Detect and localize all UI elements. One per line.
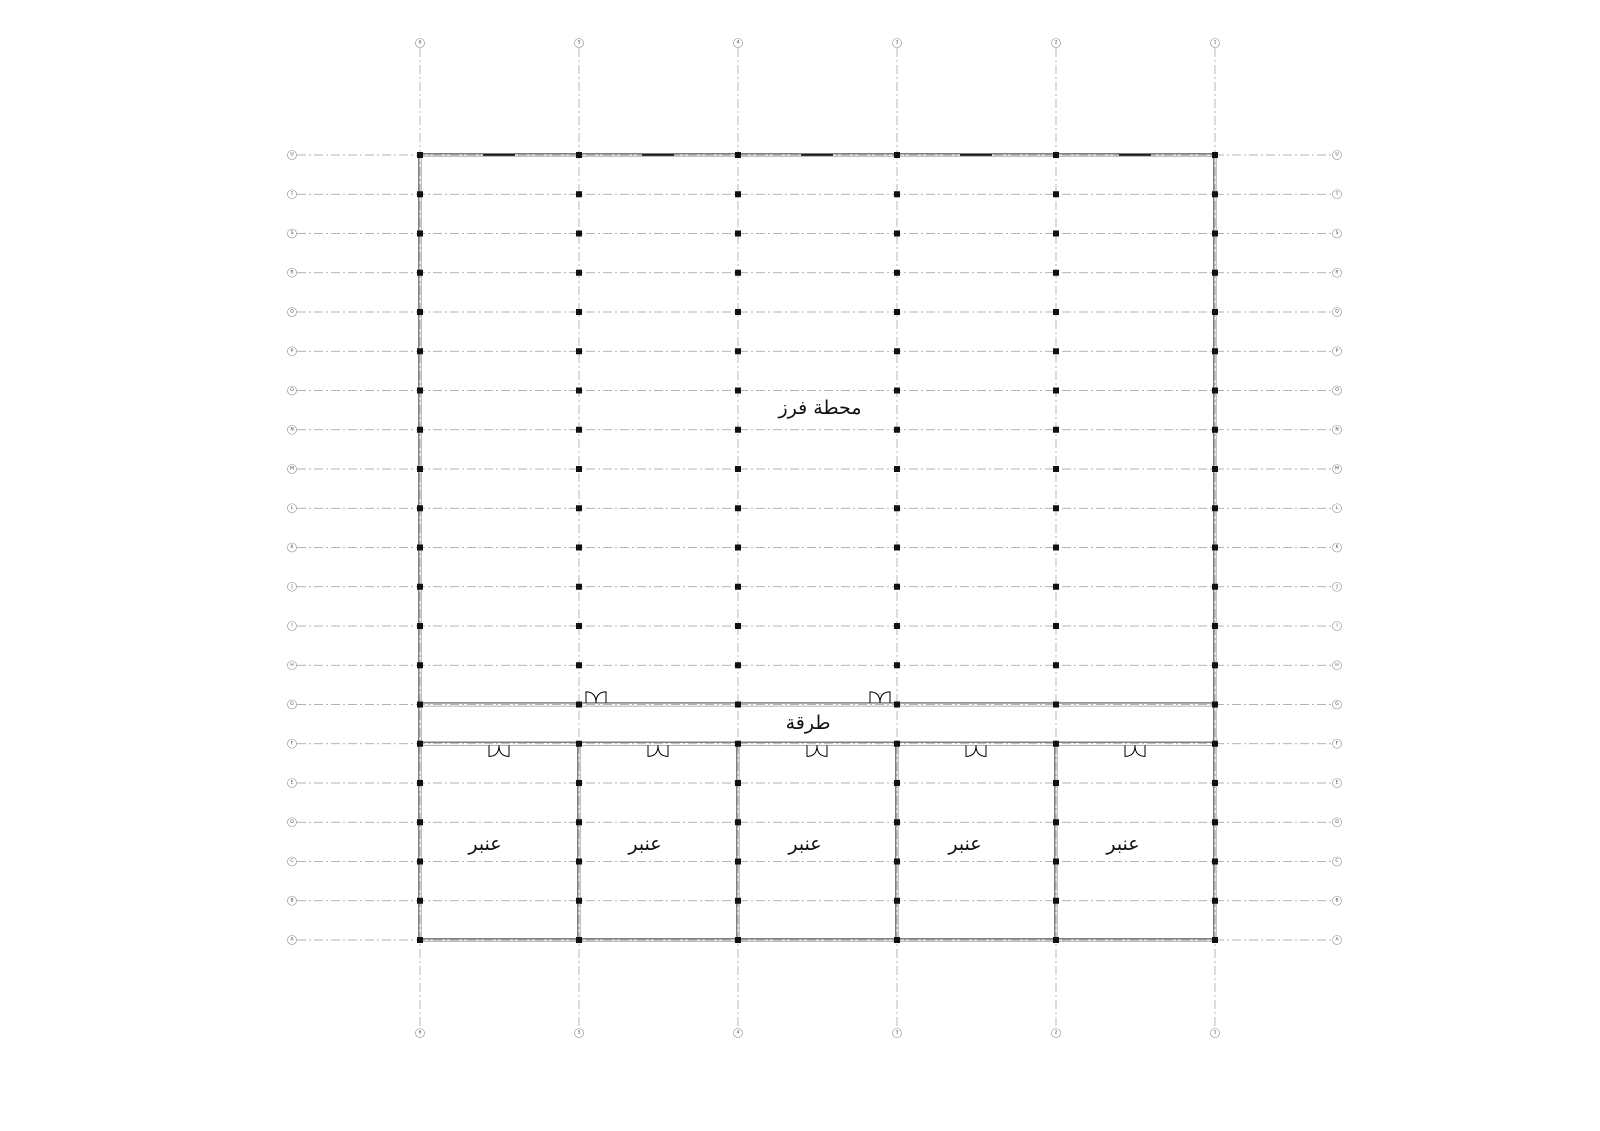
structural-column xyxy=(1053,584,1059,590)
grid-bubble-label: O xyxy=(1335,388,1339,393)
grid-bubble-label: U xyxy=(290,152,294,158)
structural-column xyxy=(735,348,741,354)
structural-column xyxy=(1053,623,1059,629)
structural-column xyxy=(735,662,741,668)
structural-column xyxy=(1212,152,1218,158)
structural-column xyxy=(1053,937,1059,943)
structural-column xyxy=(576,819,582,825)
structural-column xyxy=(735,623,741,629)
room-label-storage-4: عنبر xyxy=(948,833,982,855)
structural-column xyxy=(894,702,900,708)
room-label-storage-3: عنبر xyxy=(788,833,822,855)
structural-column xyxy=(1053,152,1059,158)
grid-bubble-label: S xyxy=(290,231,294,236)
grid-bubble-label: 6 xyxy=(418,1030,422,1036)
grid-bubble-label: 2 xyxy=(1054,40,1058,46)
grid-bubble-label: G xyxy=(1335,702,1339,707)
grid-bubble-label: H xyxy=(1335,662,1339,668)
grid-bubble-label: T xyxy=(290,191,294,197)
door-symbol xyxy=(648,745,668,756)
grid-bubble-label: A xyxy=(1335,937,1339,943)
structural-column xyxy=(576,859,582,865)
structural-column xyxy=(735,702,741,708)
grid-bubble-label: Q xyxy=(290,309,294,315)
structural-column xyxy=(576,466,582,472)
structural-column xyxy=(1212,623,1218,629)
structural-column xyxy=(417,584,423,590)
structural-column xyxy=(417,819,423,825)
structural-column xyxy=(1053,270,1059,276)
grid-bubble-label: Q xyxy=(1335,309,1339,315)
grid-bubble-label: M xyxy=(1335,466,1339,472)
structural-column xyxy=(735,152,741,158)
structural-column xyxy=(1212,819,1218,825)
structural-column xyxy=(1053,388,1059,394)
structural-column xyxy=(1212,466,1218,472)
structural-column xyxy=(894,819,900,825)
structural-column xyxy=(1212,427,1218,433)
structural-column xyxy=(894,623,900,629)
structural-column xyxy=(417,937,423,943)
grid-bubble-label: B xyxy=(1335,898,1339,904)
structural-column xyxy=(576,348,582,354)
structural-column xyxy=(894,505,900,511)
grid-bubble-label: T xyxy=(1335,191,1339,197)
structural-column xyxy=(1212,231,1218,237)
structural-column xyxy=(894,348,900,354)
structural-column xyxy=(894,152,900,158)
structural-column xyxy=(1212,584,1218,590)
structural-column xyxy=(1212,191,1218,197)
structural-column xyxy=(417,702,423,708)
structural-column xyxy=(1212,662,1218,668)
structural-column xyxy=(417,309,423,315)
structural-column xyxy=(576,505,582,511)
structural-column xyxy=(894,191,900,197)
grid-bubble-label: D xyxy=(1335,819,1339,825)
grid-bubble-label: P xyxy=(290,348,294,354)
structural-column xyxy=(894,662,900,668)
grid-bubble-label: E xyxy=(290,780,294,786)
structural-column xyxy=(1053,231,1059,237)
door-symbol xyxy=(1125,745,1145,756)
structural-column xyxy=(894,231,900,237)
structural-column xyxy=(1212,702,1218,708)
structural-column xyxy=(735,859,741,865)
grid-bubble-label: A xyxy=(290,937,294,943)
structural-column xyxy=(1212,859,1218,865)
structural-column xyxy=(1053,309,1059,315)
structural-column xyxy=(894,427,900,433)
structural-column xyxy=(735,427,741,433)
structural-column xyxy=(576,231,582,237)
structural-column xyxy=(735,505,741,511)
structural-column xyxy=(1212,780,1218,786)
structural-column xyxy=(576,191,582,197)
room-label-sorting-station: محطة فرز xyxy=(778,397,862,419)
grid-bubble-label: C xyxy=(1335,859,1339,864)
room-label-storage-5: عنبر xyxy=(1106,833,1140,855)
structural-column xyxy=(735,819,741,825)
structural-column xyxy=(576,741,582,747)
grid-bubble-label: 5 xyxy=(577,40,581,46)
structural-column xyxy=(417,427,423,433)
structural-column xyxy=(417,152,423,158)
structural-column xyxy=(1053,466,1059,472)
structural-column xyxy=(735,466,741,472)
structural-column xyxy=(576,584,582,590)
structural-column xyxy=(894,388,900,394)
structural-column xyxy=(417,466,423,472)
grid-bubble-label: J xyxy=(291,584,293,590)
structural-column xyxy=(1212,505,1218,511)
structural-column xyxy=(576,898,582,904)
structural-column xyxy=(417,231,423,237)
grid-bubble-label: 3 xyxy=(895,40,899,46)
structural-column xyxy=(417,191,423,197)
structural-column xyxy=(1053,545,1059,551)
structural-column xyxy=(417,741,423,747)
grid-bubble-label: U xyxy=(1335,152,1339,158)
structural-column xyxy=(1053,741,1059,747)
structural-column xyxy=(735,309,741,315)
grid-bubble-label: 3 xyxy=(895,1030,899,1036)
structural-column xyxy=(576,702,582,708)
structural-column xyxy=(417,545,423,551)
structural-column xyxy=(576,623,582,629)
structural-column xyxy=(735,191,741,197)
door-symbol xyxy=(807,745,827,756)
grid-bubble-label: C xyxy=(290,859,294,864)
structural-column xyxy=(417,859,423,865)
grid-bubble-label: D xyxy=(290,819,294,825)
structural-column xyxy=(417,780,423,786)
structural-column xyxy=(1212,388,1218,394)
structural-column xyxy=(1053,819,1059,825)
structural-column xyxy=(1053,348,1059,354)
structural-column xyxy=(894,309,900,315)
structural-column xyxy=(894,270,900,276)
grid-bubble-label: K xyxy=(1335,545,1339,550)
structural-column xyxy=(894,780,900,786)
grid-bubble-label: K xyxy=(290,545,294,550)
structural-column xyxy=(576,388,582,394)
grid-bubble-label: P xyxy=(1335,348,1339,354)
structural-column xyxy=(1212,545,1218,551)
grid-bubble-label: L xyxy=(290,505,294,511)
structural-column xyxy=(1053,898,1059,904)
grid-bubble-label: S xyxy=(1335,231,1339,236)
grid-bubble-label: E xyxy=(1335,780,1339,786)
room-label-corridor: طرقة xyxy=(785,712,831,734)
room-label-storage-2: عنبر xyxy=(628,833,662,855)
structural-column xyxy=(417,348,423,354)
structural-column xyxy=(735,270,741,276)
grid-bubble-label: L xyxy=(1335,505,1339,511)
structural-column xyxy=(1212,309,1218,315)
grid-bubble-label: 4 xyxy=(736,40,740,46)
structural-column xyxy=(1053,505,1059,511)
structural-column xyxy=(1053,859,1059,865)
structural-column xyxy=(576,427,582,433)
structural-column xyxy=(1212,741,1218,747)
structural-column xyxy=(735,584,741,590)
structural-column xyxy=(1053,780,1059,786)
grid-bubble-label: J xyxy=(1336,584,1338,590)
door-symbol xyxy=(489,745,509,756)
grid-bubble-label: R xyxy=(1335,270,1339,276)
structural-column xyxy=(894,898,900,904)
structural-column xyxy=(417,388,423,394)
grid-bubble-label: F xyxy=(290,741,294,747)
grid-bubble-label: 5 xyxy=(577,1030,581,1036)
structural-column xyxy=(1053,702,1059,708)
grid-bubble-label: N xyxy=(1335,427,1339,433)
structural-column xyxy=(576,270,582,276)
structural-column xyxy=(1053,191,1059,197)
grid-bubble-label: 2 xyxy=(1054,1030,1058,1036)
structural-column xyxy=(1212,898,1218,904)
structural-column xyxy=(417,270,423,276)
structural-column xyxy=(894,466,900,472)
structural-column xyxy=(735,545,741,551)
structural-column xyxy=(735,780,741,786)
structural-column xyxy=(735,388,741,394)
grid-bubble-label: I xyxy=(291,623,293,629)
structural-column xyxy=(576,937,582,943)
grid-bubble-label: G xyxy=(290,702,294,707)
structural-column xyxy=(417,662,423,668)
structural-column xyxy=(894,859,900,865)
structural-column xyxy=(417,898,423,904)
structural-column xyxy=(735,231,741,237)
grid-bubble-label: B xyxy=(290,898,294,904)
door-symbol xyxy=(966,745,986,756)
structural-column xyxy=(1212,270,1218,276)
grid-bubble-label: M xyxy=(290,466,294,472)
structural-column xyxy=(417,623,423,629)
structural-column xyxy=(576,545,582,551)
structural-column xyxy=(735,937,741,943)
grid-bubble-label: F xyxy=(1335,741,1339,747)
room-label-storage-1: عنبر xyxy=(468,833,502,855)
structural-column xyxy=(1212,348,1218,354)
structural-column xyxy=(735,898,741,904)
grid-bubble-label: O xyxy=(290,388,294,393)
door-symbol xyxy=(586,692,606,703)
structural-column xyxy=(894,741,900,747)
door-symbol xyxy=(870,692,890,703)
grid-bubble-label: I xyxy=(1336,623,1338,629)
grid-bubble-label: N xyxy=(290,427,294,433)
grid-lines xyxy=(288,39,1342,1038)
structural-column xyxy=(417,505,423,511)
structural-column xyxy=(1053,662,1059,668)
grid-bubble-label: 4 xyxy=(736,1030,740,1036)
structural-column xyxy=(576,152,582,158)
structural-column xyxy=(894,584,900,590)
grid-bubble-label: 1 xyxy=(1213,40,1217,46)
grid-bubble-label: H xyxy=(290,662,294,668)
grid-bubble-label: 6 xyxy=(418,40,422,46)
structural-column xyxy=(576,780,582,786)
structural-column xyxy=(576,309,582,315)
grid-bubble-label: R xyxy=(290,270,294,276)
structural-column xyxy=(1053,427,1059,433)
structural-column xyxy=(894,937,900,943)
structural-column xyxy=(1212,937,1218,943)
structural-column xyxy=(894,545,900,551)
grid-bubble-label: 1 xyxy=(1213,1030,1217,1036)
structural-column xyxy=(735,741,741,747)
structural-column xyxy=(576,662,582,668)
